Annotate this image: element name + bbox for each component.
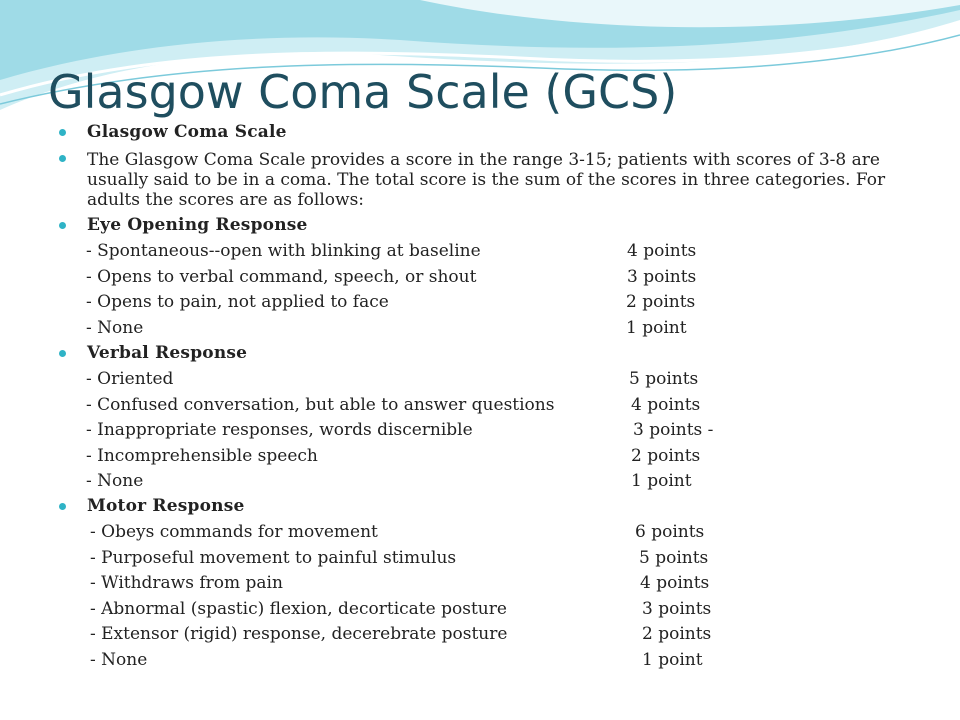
score-item-points: 1 point	[626, 317, 687, 338]
bullet-icon	[59, 129, 66, 136]
bullet-icon	[59, 350, 66, 357]
bullet-icon	[59, 222, 66, 229]
score-item-points: 1 point	[642, 650, 703, 670]
bullet-icon	[59, 155, 66, 162]
score-item-label: - Inappropriate responses, words discernible	[86, 420, 473, 441]
section-heading: Motor Response	[87, 496, 245, 516]
score-item-label: - Extensor (rigid) response, decerebrate posture	[90, 624, 508, 645]
intro-paragraph: The Glasgow Coma Scale provides a score in the range 3-15; patients with scores of 3-8 are usually said to be in a coma. The total score is the sum of the scores in three categories. For adults the scores are as follows:	[87, 150, 886, 210]
score-item-label: - Incomprehensible speech	[86, 445, 318, 466]
score-item-points: 3 points -	[633, 420, 714, 441]
score-item-points: 4 points	[627, 241, 697, 261]
score-item-label: - Oriented	[86, 369, 174, 389]
score-item-points: 4 points	[640, 573, 710, 594]
score-item-label: - None	[86, 317, 144, 338]
score-item-points: 3 points	[642, 598, 712, 619]
score-item-points: 5 points	[629, 369, 699, 389]
score-item-label: - Withdraws from pain	[90, 573, 283, 594]
score-item-points: 6 points	[635, 522, 705, 542]
score-item-points: 2 points	[631, 445, 701, 466]
intro-heading: Glasgow Coma Scale	[87, 122, 287, 142]
score-item-points: 2 points	[626, 292, 696, 313]
bullet-icon	[59, 503, 66, 510]
score-item-label: - None	[86, 471, 144, 492]
page-title: Glasgow Coma Scale (GCS)	[48, 65, 678, 119]
score-item-points: 3 points	[627, 266, 697, 287]
section-heading: Eye Opening Response	[87, 215, 308, 235]
score-item-label: - Opens to verbal command, speech, or shout	[86, 266, 477, 287]
score-item-label: - Spontaneous--open with blinking at baseline	[86, 241, 481, 261]
score-item-label: - Purposeful movement to painful stimulus	[90, 547, 457, 568]
score-item-points: 5 points	[639, 547, 709, 568]
score-item-points: 4 points	[631, 394, 701, 415]
score-item-label: - Confused conversation, but able to answer questions	[86, 394, 555, 415]
score-item-label: - Obeys commands for movement	[90, 522, 378, 542]
section-heading: Verbal Response	[87, 343, 248, 363]
score-item-points: 2 points	[642, 624, 712, 645]
score-item-label: - Abnormal (spastic) flexion, decorticate posture	[90, 598, 507, 619]
score-item-label: - Opens to pain, not applied to face	[86, 292, 389, 313]
score-item-label: - None	[90, 650, 148, 670]
score-item-points: 1 point	[631, 471, 692, 492]
